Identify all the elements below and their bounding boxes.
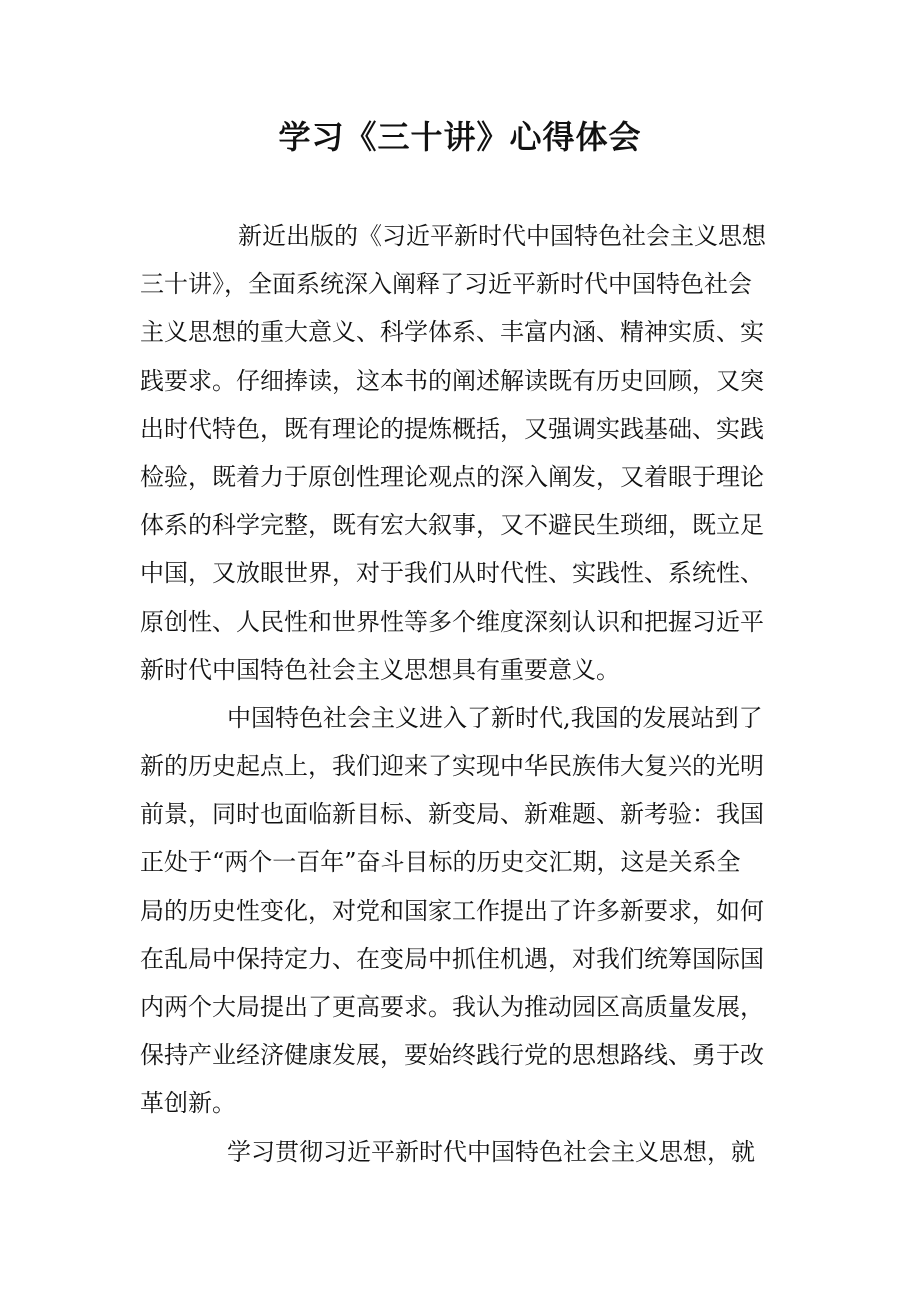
- paragraph-line: 践要求。仔细捧读，这本书的阐述解读既有历史回顾，又突: [140, 366, 764, 395]
- paragraph-line: 原创性、人民性和世界性等多个维度深刻认识和把握习近平: [140, 607, 764, 636]
- paragraph-line: 内两个大局提出了更高要求。我认为推动园区高质量发展，: [140, 993, 764, 1021]
- paragraph-line: 学习贯彻习近平新时代中国特色社会主义思想，就: [227, 1137, 755, 1166]
- paragraph-line: 主义思想的重大意义、科学体系、丰富内涵、精神实质、实: [140, 318, 764, 347]
- document-title: 学习《三十讲》心得体会: [278, 118, 642, 156]
- paragraph-line: 正处于“两个一百年”奋斗目标的历史交汇期，这是关系全: [140, 848, 741, 877]
- paragraph-line: 出时代特色，既有理论的提炼概括，又强调实践基础、实践: [140, 414, 764, 443]
- paragraph-line: 检验，既着力于原创性理论观点的深入阐发，又着眼于理论: [140, 462, 764, 491]
- paragraph-line: 新近出版的《习近平新时代中国特色社会主义思想: [238, 222, 766, 250]
- paragraph-line: 革创新。: [140, 1089, 236, 1118]
- document-body: [140, 212, 802, 1176]
- paragraph-line: 三十讲》，全面系统深入阐释了习近平新时代中国特色社会: [140, 270, 752, 299]
- paragraph-line: 体系的科学完整，既有宏大叙事，又不避民生琐细，既立足: [140, 511, 764, 540]
- paragraph-3: [140, 1128, 802, 1176]
- paragraph-line: 中国，又放眼世界，对于我们从时代性、实践性、系统性、: [140, 559, 764, 588]
- paragraph-line: 在乱局中保持定力、在变局中抓住机遇，对我们统筹国际国: [140, 944, 764, 973]
- paragraph-2: [140, 694, 802, 1128]
- paragraph-line: 前景，同时也面临新目标、新变局、新难题、新考验：我国: [140, 800, 764, 829]
- paragraph-line: 新的历史起点上，我们迎来了实现中华民族伟大复兴的光明: [140, 752, 764, 781]
- paragraph-line: 中国特色社会主义进入了新时代,我国的发展站到了: [227, 703, 763, 732]
- paragraph-1: [140, 212, 802, 694]
- paragraph-line: 新时代中国特色社会主义思想具有重要意义。: [140, 655, 620, 684]
- paragraph-line: 保持产业经济健康发展，要始终践行党的思想路线、勇于改: [140, 1041, 764, 1070]
- paragraph-line: 局的历史性变化，对党和国家工作提出了许多新要求，如何: [140, 896, 764, 925]
